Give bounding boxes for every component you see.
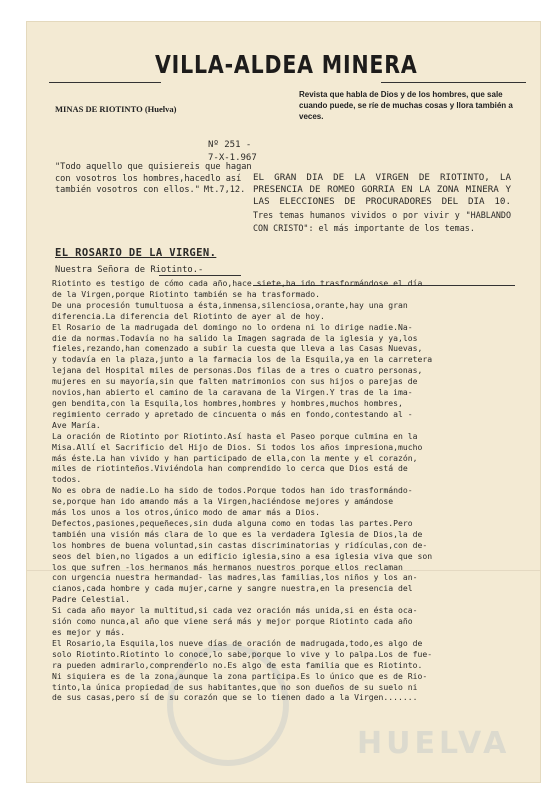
masthead-title: VILLA-ALDEA MINERA xyxy=(155,50,418,79)
article-title: EL ROSARIO DE LA VIRGEN. xyxy=(55,247,217,259)
body-line: con urgencia nuestra hermandad- las madres,las familias,los niños y los an- xyxy=(52,572,418,583)
body-line: mujeres en su mayoría,sin que falten matrimonios con sus hijos o parejas de xyxy=(52,376,418,387)
body-line: de la Virgen,porque Riotinto también se ha trasformado. xyxy=(52,288,321,299)
body-line: regimiento cerrado y apretado de cincuenta o más en fondo,contestando al - xyxy=(52,408,413,419)
body-line: No es obra de nadie.Lo ha sido de todos.Porque todos han ido trasformándo- xyxy=(52,485,413,496)
body-line: sión como nunca,al año que viene será más y mejor porque Riotinto cada año xyxy=(52,616,413,627)
body-line: De una procesión tumultuosa a ésta,inmensa,silenciosa,orante,hay una gran xyxy=(52,299,408,310)
quote-text: "Todo aquello que quisiereis que hagan con vosotros los hombres,hacedlo así también vosotros con ellos." xyxy=(55,162,252,195)
masthead-rule-left xyxy=(49,82,161,83)
body-line: más éste.La han vivido y han participado de ella,con la mente y el corazón, xyxy=(52,452,418,463)
body-line: Misa.Allí el Sacrificio del Hijo de Dios. Si todos los años impresiona,mucho xyxy=(52,441,423,452)
body-line: se,porque han ido amando más a la Virgen,haciéndose mejores y amándose xyxy=(52,496,394,507)
body-line: Defectos,pasiones,pequeñeces,sin duda alguna como en todas las partes.Pero xyxy=(52,517,413,528)
body-line: gen bendita,con la Esquila,los hombres,hombres y hombres,muchos hombres, xyxy=(52,397,403,408)
body-line: cianos,cada hombre y cada mujer,carne y sangre nuestra,en la presencia del xyxy=(52,583,413,594)
summary-tail: Tres temas humanos vividos o por vivir y "HABLANDO CON CRISTO": el más importante de los temas. xyxy=(253,209,511,233)
epigraph-quote xyxy=(55,162,255,197)
location-label: MINAS DE RIOTINTO (Huelva) xyxy=(55,104,177,114)
body-line: es mejor y más. xyxy=(52,627,126,637)
body-line: todos. xyxy=(52,474,82,485)
body-line: novios,han abierto el camino de la caravana de la Virgen.Y tras de la ima- xyxy=(52,387,413,398)
masthead-tagline: Revista que habla de Dios y de los hombres, que sale cuando puede, se ríe de muchas cosas y llora también a veces. xyxy=(299,90,513,121)
body-line: seos del bien,no ligados a un edificio iglesia,sino a esa iglesia viva que son xyxy=(52,550,433,561)
body-line: die da normas.Todavía no ha salido la Imagen sagrada de la iglesia y ya,los xyxy=(52,332,418,343)
summary-headline: EL GRAN DIA DE LA VIRGEN DE RIOTINTO, LA PRESENCIA DE ROMEO GORRIA EN LA ZONA MINERA Y LAS ELECCIONES DE PROCURADORES DEL DIA 10. xyxy=(253,172,511,208)
body-line: Si cada año mayor la multitud,si cada vez oración más unida,si en ésta oca- xyxy=(52,605,418,616)
summary-box xyxy=(253,172,511,235)
body-line: de sus casas,pero sí de su corazón que se lo tienen dado a la Virgen....... xyxy=(52,692,418,703)
body-line: los que sufren -los hermanos más hermanos nuestros porque ellos reclaman xyxy=(52,561,403,572)
body-line: Riotinto es testigo de cómo cada año,hace siete,ha ido trasformándose el día xyxy=(52,278,423,288)
body-line: también una visión más clara de lo que es la verdadera Iglesia de Dios,la de xyxy=(52,528,423,539)
body-line: Padre Celestial. xyxy=(52,594,130,605)
article-body xyxy=(52,278,522,703)
body-line: El Rosario,la Esquila,los nueve días de oración de madrugada,todo,es algo de xyxy=(52,637,423,648)
body-line: Ave María. xyxy=(52,419,101,430)
article-subtitle: Nuestra Señora de Riotinto.- xyxy=(55,265,204,275)
body-line: La oración de Riotinto por Riotinto.Así hasta el Paseo porque culmina en la xyxy=(52,430,418,441)
issue-number: Nº 251 - xyxy=(208,140,252,150)
subtitle-rule xyxy=(159,275,241,276)
body-line: más los unos a los otros,único modo de amar más a Dios. xyxy=(52,507,321,518)
issue-date: 7-X-1.967 xyxy=(208,153,257,163)
body-line: El Rosario de la madrugada del domingo no lo ordena ni lo dirige nadie.Na- xyxy=(52,321,413,332)
body-line: fieles,rezando,han comenzado a subir la cuesta que lleva a las Casas Nuevas, xyxy=(52,343,423,354)
quote-reference: Mt.7,12. xyxy=(203,185,246,195)
body-line: miles de riotinteños.Viviéndola han comprendido lo cerca que Dios está de xyxy=(52,463,408,474)
body-line: diferencia.La diferencia del Riotinto de ayer al de hoy. xyxy=(52,310,325,321)
body-line: ra pueden admirarlo,comprenderlo no.Es algo de esta familia que es Riotinto. xyxy=(52,659,423,670)
body-line: Ni siquiera es de la zona,aunque la zona participa.Es lo único que es de Rio- xyxy=(52,670,428,681)
body-line: solo Riotinto.Riotinto lo conoce,lo sabe,porque lo vive y lo palpa.Los de fue- xyxy=(52,648,433,659)
document-page xyxy=(27,22,540,782)
masthead-rule-right xyxy=(381,82,526,83)
body-line: y todavía en la plaza,junto a la farmacia los de la Esquila,ya en la carretera xyxy=(52,354,433,365)
body-line: lejana del Hospital miles de personas.Dos filas de a tres o cuatro personas, xyxy=(52,365,423,376)
watermark-text: HUELVA xyxy=(357,726,511,761)
body-line: los hombres de buena voluntad,sin castas discriminatorias y ridículas,con de- xyxy=(52,539,428,550)
body-line: tinto,la única propiedad de sus habitantes,que no son dueños de su suelo ni xyxy=(52,681,418,692)
